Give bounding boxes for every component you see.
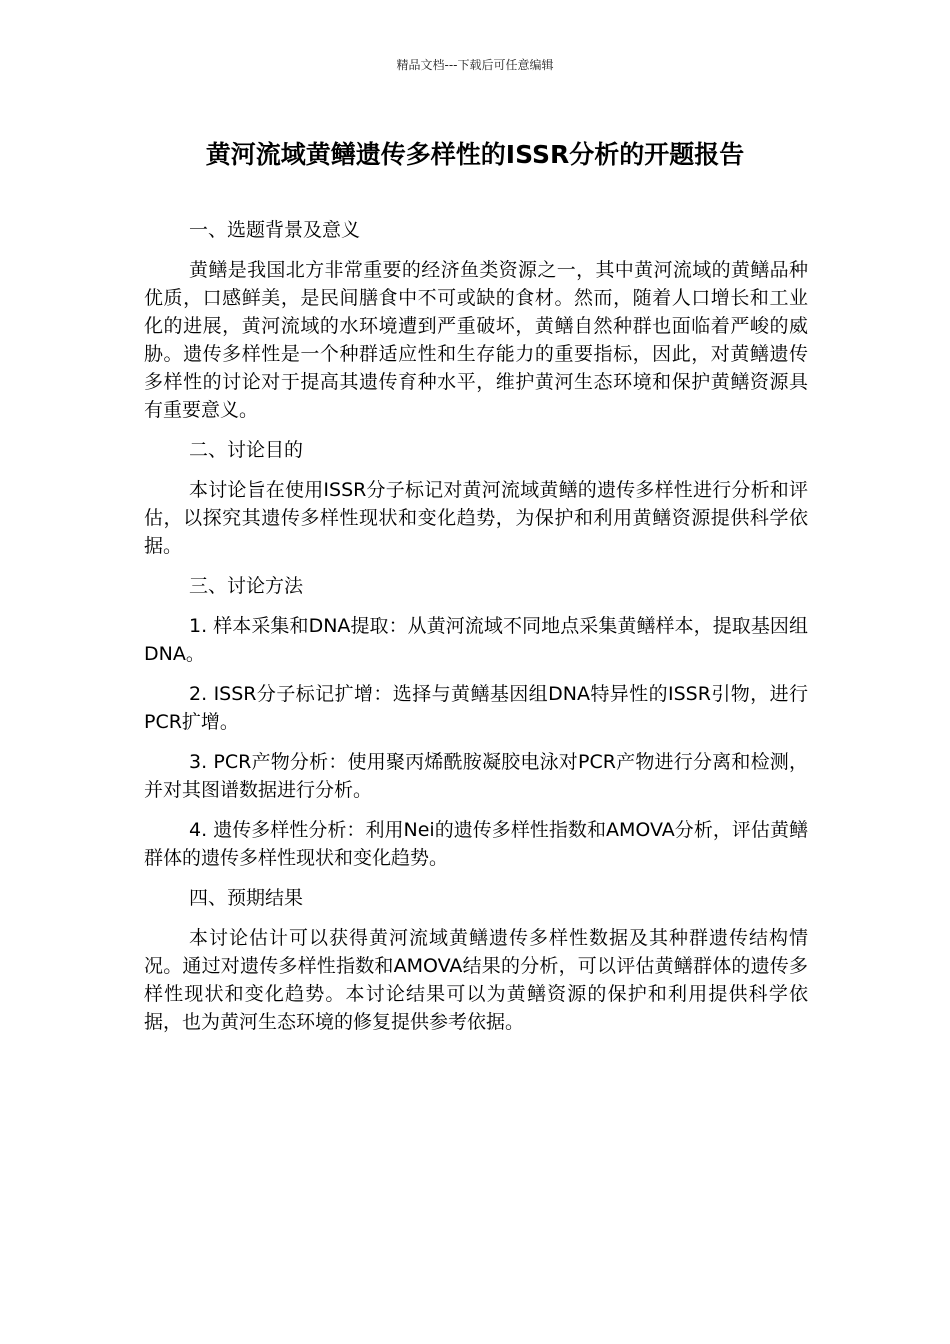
- section-background: [144, 216, 808, 424]
- document-title: 黄河流域黄鳝遗传多样性的ISSR分析的开题报告: [205, 140, 745, 169]
- paragraph: 黄鳝是我国北方非常重要的经济鱼类资源之一，其中黄河流域的黄鳝品种优质，口感鲜美，是民间膳食中不可或缺的食材。然而，随着人口增长和工业化的进展，黄河流域的水环境遭到严重破坏，黄鳝自然种群也面临着严峻的威胁。遗传多样性是一个种群适应性和生存能力的重要指标，因此，对黄鳝遗传多样性的讨论对于提高其遗传育种水平，维护黄河生态环境和保护黄鳝资源具有重要意义。: [144, 259, 808, 421]
- section-heading: 四、预期结果: [189, 887, 304, 909]
- method-item: 3. PCR产物分析：使用聚丙烯酰胺凝胶电泳对PCR产物进行分离和检测，并对其图谱数据进行分析。: [144, 751, 808, 801]
- header-note: 精品文档---下载后可任意编辑: [396, 58, 554, 72]
- document-body: [144, 216, 808, 1048]
- method-item: 2. ISSR分子标记扩增：选择与黄鳝基因组DNA特异性的ISSR引物，进行PCR扩增。: [144, 683, 808, 733]
- method-item: 1. 样本采集和DNA提取：从黄河流域不同地点采集黄鳝样本，提取基因组DNA。: [144, 615, 808, 665]
- method-item: 4. 遗传多样性分析：利用Nei的遗传多样性指数和AMOVA分析，评估黄鳝群体的遗传多样性现状和变化趋势。: [144, 819, 808, 869]
- section-methods: [144, 572, 808, 872]
- section-expected-results: [144, 884, 808, 1036]
- section-heading: 二、讨论目的: [189, 439, 304, 461]
- paragraph: 本讨论旨在使用ISSR分子标记对黄河流域黄鳝的遗传多样性进行分析和评估，以探究其遗传多样性现状和变化趋势，为保护和利用黄鳝资源提供科学依据。: [144, 479, 808, 557]
- section-heading: 三、讨论方法: [189, 575, 304, 597]
- section-heading: 一、选题背景及意义: [189, 219, 361, 241]
- section-purpose: [144, 436, 808, 560]
- paragraph: 本讨论估计可以获得黄河流域黄鳝遗传多样性数据及其种群遗传结构情况。通过对遗传多样性指数和AMOVA结果的分析，可以评估黄鳝群体的遗传多样性现状和变化趋势。本讨论结果可以为黄鳝资源的保护和利用提供科学依据，也为黄河生态环境的修复提供参考依据。: [144, 927, 808, 1033]
